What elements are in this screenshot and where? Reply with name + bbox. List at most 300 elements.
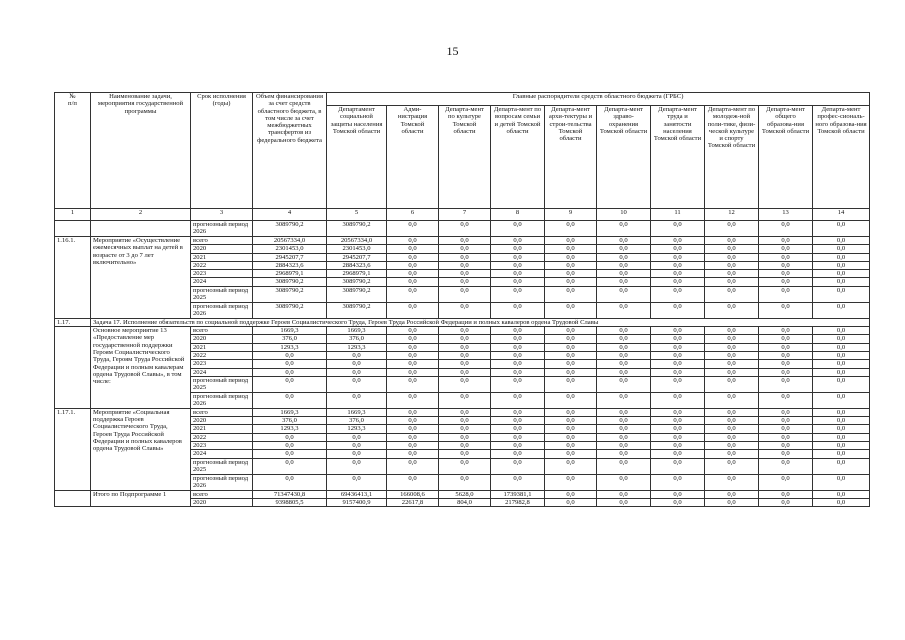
value-cell: 0,0 (387, 327, 439, 335)
value-cell: 0,0 (759, 498, 813, 506)
value-cell: 0,0 (651, 278, 705, 286)
value-cell: 0,0 (813, 450, 870, 458)
value-cell: 0,0 (439, 343, 491, 351)
period-cell: 2022 (191, 261, 253, 269)
value-cell: 0,0 (705, 433, 759, 441)
period-cell: всего (191, 408, 253, 416)
value-cell: 0,0 (491, 450, 545, 458)
value-cell: 3089790,2 (253, 286, 327, 302)
column-number-10: 10 (597, 209, 651, 221)
value-cell: 2301453,0 (253, 245, 327, 253)
value-cell: 1669,3 (253, 327, 327, 335)
value-cell: 0,0 (327, 450, 387, 458)
header-no: № п/п (55, 93, 91, 209)
value-cell: 0,0 (545, 261, 597, 269)
value-cell: 1669,3 (253, 408, 327, 416)
value-cell: 0,0 (545, 245, 597, 253)
value-cell: 0,0 (759, 327, 813, 335)
value-cell: 0,0 (759, 343, 813, 351)
value-cell: 0,0 (759, 417, 813, 425)
header-grbs-8: Департа-мент по молодеж-ной поли-тике, физи-ческой культуре и спорту Томской области (705, 106, 759, 209)
value-cell: 0,0 (439, 253, 491, 261)
value-cell: 0,0 (491, 417, 545, 425)
value-cell: 0,0 (813, 433, 870, 441)
value-cell: 0,0 (597, 442, 651, 450)
value-cell: 0,0 (491, 376, 545, 392)
value-cell: 0,0 (387, 335, 439, 343)
value-cell: 0,0 (705, 327, 759, 335)
block-1-16-1-no: 1.16.1. (55, 237, 91, 319)
period-cell: 2023 (191, 360, 253, 368)
value-cell: 0,0 (813, 253, 870, 261)
value-cell: 0,0 (705, 450, 759, 458)
column-number-7: 7 (439, 209, 491, 221)
value-cell: 0,0 (651, 433, 705, 441)
value-cell: 0,0 (813, 261, 870, 269)
value-cell: 0,0 (759, 245, 813, 253)
period-cell: 2024 (191, 450, 253, 458)
value-cell: 0,0 (387, 278, 439, 286)
value-cell: 0,0 (813, 221, 870, 237)
value-cell: 0,0 (439, 360, 491, 368)
value-cell: 376,0 (327, 335, 387, 343)
value-cell: 0,0 (651, 408, 705, 416)
value-cell: 0,0 (651, 368, 705, 376)
column-number-13: 13 (759, 209, 813, 221)
value-cell: 0,0 (491, 433, 545, 441)
value-cell: 5628,0 (439, 490, 491, 498)
value-cell: 804,0 (439, 498, 491, 506)
value-cell: 0,0 (597, 335, 651, 343)
value-cell: 0,0 (387, 245, 439, 253)
value-cell: 0,0 (545, 425, 597, 433)
value-cell: 0,0 (651, 458, 705, 474)
block-total-name: Итого по Подпрограмме 1 (91, 490, 191, 507)
value-cell: 0,0 (439, 408, 491, 416)
value-cell: 0,0 (491, 261, 545, 269)
column-number-6: 6 (387, 209, 439, 221)
value-cell: 0,0 (813, 368, 870, 376)
value-cell: 0,0 (439, 392, 491, 408)
block-1-16-1-name: Мероприятие «Осуществление ежемесячных выплат на детей в возрасте от 3 до 7 лет включительно» (91, 237, 191, 319)
value-cell: 0,0 (759, 302, 813, 318)
value-cell: 9157400,9 (327, 498, 387, 506)
value-cell: 0,0 (705, 368, 759, 376)
value-cell: 0,0 (545, 237, 597, 245)
value-cell: 0,0 (545, 498, 597, 506)
value-cell: 1293,3 (327, 343, 387, 351)
period-cell: 2024 (191, 278, 253, 286)
value-cell: 0,0 (491, 458, 545, 474)
value-cell: 0,0 (545, 335, 597, 343)
value-cell: 0,0 (705, 351, 759, 359)
value-cell: 0,0 (387, 425, 439, 433)
table-row (55, 221, 870, 237)
block-total-no (55, 490, 91, 507)
value-cell: 0,0 (545, 474, 597, 490)
value-cell: 0,0 (813, 490, 870, 498)
value-cell: 0,0 (597, 253, 651, 261)
block-1-17-1-name: Мероприятие «Социальная поддержка Героев Социалистического Труда, Героев Труда Российской Федерации и полных кавалеров ордена Трудовой Славы» (91, 408, 191, 490)
column-numbers-row (55, 209, 870, 221)
value-cell: 0,0 (597, 286, 651, 302)
value-cell: 0,0 (327, 392, 387, 408)
value-cell: 0,0 (597, 261, 651, 269)
value-cell: 0,0 (491, 360, 545, 368)
value-cell: 0,0 (387, 433, 439, 441)
header-grbs-5: Департа-мент архи-тектуры и строи-тельства Томской области (545, 106, 597, 209)
value-cell: 0,0 (759, 351, 813, 359)
value-cell: 3089790,2 (327, 302, 387, 318)
value-cell: 0,0 (545, 450, 597, 458)
header-grbs: Главные распорядители средств областного бюджета (ГРБС) (327, 93, 870, 106)
value-cell: 0,0 (759, 261, 813, 269)
column-number-3: 3 (191, 209, 253, 221)
value-cell: 0,0 (491, 392, 545, 408)
value-cell: 0,0 (491, 368, 545, 376)
column-number-11: 11 (651, 209, 705, 221)
value-cell: 0,0 (597, 458, 651, 474)
period-cell: 2021 (191, 425, 253, 433)
value-cell: 3089790,2 (253, 302, 327, 318)
value-cell: 0,0 (491, 245, 545, 253)
column-number-1: 1 (55, 209, 91, 221)
column-number-4: 4 (253, 209, 327, 221)
value-cell: 0,0 (705, 261, 759, 269)
value-cell: 0,0 (439, 450, 491, 458)
value-cell: 0,0 (813, 376, 870, 392)
value-cell: 0,0 (651, 490, 705, 498)
value-cell: 0,0 (387, 237, 439, 245)
name-cell (91, 221, 191, 237)
value-cell: 0,0 (597, 433, 651, 441)
value-cell: 0,0 (705, 360, 759, 368)
header-name: Наименование задачи, мероприятия государственной программы (91, 93, 191, 209)
value-cell: 0,0 (491, 442, 545, 450)
column-number-14: 14 (813, 209, 870, 221)
period-cell: прогнозный период 2025 (191, 286, 253, 302)
value-cell: 0,0 (491, 302, 545, 318)
value-cell: 0,0 (813, 458, 870, 474)
value-cell: 0,0 (651, 360, 705, 368)
value-cell: 0,0 (759, 425, 813, 433)
value-cell: 0,0 (387, 261, 439, 269)
period-cell: 2024 (191, 368, 253, 376)
value-cell: 0,0 (387, 351, 439, 359)
value-cell: 0,0 (759, 433, 813, 441)
value-cell: 0,0 (597, 376, 651, 392)
value-cell: 0,0 (759, 376, 813, 392)
value-cell: 69436413,1 (327, 490, 387, 498)
value-cell: 0,0 (597, 392, 651, 408)
value-cell: 0,0 (597, 237, 651, 245)
value-cell: 0,0 (651, 351, 705, 359)
value-cell: 0,0 (439, 417, 491, 425)
period-cell: всего (191, 327, 253, 335)
value-cell: 22617,8 (387, 498, 439, 506)
value-cell: 0,0 (705, 442, 759, 450)
value-cell: 0,0 (813, 237, 870, 245)
value-cell: 0,0 (253, 450, 327, 458)
period-cell: всего (191, 490, 253, 498)
value-cell: 0,0 (597, 270, 651, 278)
value-cell: 0,0 (651, 327, 705, 335)
value-cell: 2884323,6 (253, 261, 327, 269)
value-cell: 0,0 (545, 286, 597, 302)
value-cell: 0,0 (439, 245, 491, 253)
value-cell: 0,0 (327, 368, 387, 376)
value-cell: 0,0 (387, 450, 439, 458)
value-cell: 0,0 (545, 490, 597, 498)
value-cell: 0,0 (387, 474, 439, 490)
value-cell: 0,0 (759, 221, 813, 237)
value-cell: 0,0 (439, 261, 491, 269)
value-cell: 0,0 (705, 376, 759, 392)
value-cell: 0,0 (387, 253, 439, 261)
value-cell: 0,0 (813, 360, 870, 368)
value-cell: 0,0 (545, 408, 597, 416)
value-cell: 0,0 (597, 368, 651, 376)
value-cell: 0,0 (545, 392, 597, 408)
value-cell: 0,0 (253, 351, 327, 359)
value-cell: 0,0 (387, 221, 439, 237)
value-cell: 0,0 (253, 376, 327, 392)
value-cell: 0,0 (545, 302, 597, 318)
value-cell: 0,0 (651, 498, 705, 506)
value-cell: 0,0 (597, 360, 651, 368)
value-cell: 0,0 (491, 351, 545, 359)
period-cell: 2020 (191, 417, 253, 425)
value-cell: 0,0 (545, 368, 597, 376)
value-cell: 2968979,1 (327, 270, 387, 278)
value-cell: 0,0 (439, 302, 491, 318)
value-cell: 0,0 (545, 351, 597, 359)
block-main-13-no (55, 327, 91, 409)
table-row (55, 490, 870, 498)
value-cell: 0,0 (597, 450, 651, 458)
value-cell: 1739381,1 (491, 490, 545, 498)
value-cell: 0,0 (439, 335, 491, 343)
value-cell: 0,0 (705, 270, 759, 278)
value-cell: 2301453,0 (327, 245, 387, 253)
no-cell (55, 221, 91, 237)
value-cell: 1669,3 (327, 408, 387, 416)
value-cell: 0,0 (705, 237, 759, 245)
value-cell: 0,0 (705, 286, 759, 302)
period-cell: прогнозный период 2025 (191, 376, 253, 392)
value-cell: 0,0 (439, 327, 491, 335)
value-cell: 0,0 (439, 433, 491, 441)
value-cell: 0,0 (545, 270, 597, 278)
value-cell: 0,0 (813, 498, 870, 506)
value-cell: 0,0 (327, 360, 387, 368)
task-17-no: 1.17. (55, 318, 91, 326)
value-cell: 0,0 (253, 368, 327, 376)
value-cell: 0,0 (759, 368, 813, 376)
value-cell: 1293,3 (253, 425, 327, 433)
value-cell: 0,0 (597, 474, 651, 490)
value-cell: 0,0 (651, 286, 705, 302)
value-cell: 0,0 (813, 270, 870, 278)
value-cell: 0,0 (705, 425, 759, 433)
value-cell: 0,0 (327, 474, 387, 490)
value-cell: 0,0 (491, 270, 545, 278)
value-cell: 376,0 (253, 335, 327, 343)
value-cell: 0,0 (597, 490, 651, 498)
value-cell: 376,0 (327, 417, 387, 425)
value-cell: 0,0 (387, 302, 439, 318)
period-cell: 2023 (191, 442, 253, 450)
value-cell: 0,0 (813, 425, 870, 433)
value-cell: 0,0 (813, 245, 870, 253)
value-cell: 0,0 (705, 392, 759, 408)
block-1-17-1-no: 1.17.1. (55, 408, 91, 490)
header-grbs-10: Департа-мент профес-сиональ-ного образова-ния Томской области (813, 106, 870, 209)
value-cell: 0,0 (439, 221, 491, 237)
header-row-1 (55, 93, 870, 106)
page-number: 15 (446, 44, 459, 58)
value-cell: 0,0 (705, 417, 759, 425)
value-cell: 0,0 (597, 221, 651, 237)
value-cell: 0,0 (327, 351, 387, 359)
header-grbs-7: Департа-мент труда и занятости населения Томской области (651, 106, 705, 209)
period-cell: прогнозный период 2026 (191, 474, 253, 490)
value-cell: 0,0 (491, 474, 545, 490)
value-cell: 0,0 (813, 351, 870, 359)
value-cell: 0,0 (759, 360, 813, 368)
value-cell: 0,0 (387, 417, 439, 425)
value-cell: 0,0 (491, 343, 545, 351)
header-grbs-1: Департамент социальной защиты населения Томской области (327, 106, 387, 209)
value-cell: 0,0 (387, 458, 439, 474)
value-cell: 0,0 (253, 360, 327, 368)
value-cell: 0,0 (491, 286, 545, 302)
value-cell: 2884323,6 (327, 261, 387, 269)
period-cell: 2020 (191, 245, 253, 253)
value-cell: 0,0 (705, 458, 759, 474)
value-cell: 0,0 (813, 278, 870, 286)
value-cell: 0,0 (327, 458, 387, 474)
value-cell: 0,0 (491, 237, 545, 245)
value-cell: 0,0 (651, 237, 705, 245)
value-cell: 0,0 (759, 253, 813, 261)
value-cell: 0,0 (597, 408, 651, 416)
value-cell: 0,0 (651, 392, 705, 408)
value-cell: 0,0 (439, 442, 491, 450)
value-cell: 0,0 (597, 245, 651, 253)
value-cell: 0,0 (651, 302, 705, 318)
value-cell: 0,0 (651, 335, 705, 343)
value-cell: 3089790,2 (327, 286, 387, 302)
value-cell: 0,0 (545, 360, 597, 368)
value-cell: 1669,3 (327, 327, 387, 335)
value-cell: 0,0 (759, 490, 813, 498)
value-cell: 0,0 (813, 417, 870, 425)
value-cell: 0,0 (439, 237, 491, 245)
value-cell: 0,0 (813, 474, 870, 490)
period-cell: 2020 (191, 498, 253, 506)
value-cell: 0,0 (439, 474, 491, 490)
value-cell: 0,0 (387, 368, 439, 376)
value-cell: 0,0 (759, 335, 813, 343)
value-cell: 9398805,5 (253, 498, 327, 506)
value-cell: 0,0 (597, 302, 651, 318)
value-cell: 0,0 (651, 417, 705, 425)
value-cell: 0,0 (651, 450, 705, 458)
value-cell: 0,0 (439, 278, 491, 286)
period-cell: 2021 (191, 253, 253, 261)
value-cell: 0,0 (705, 221, 759, 237)
column-number-8: 8 (491, 209, 545, 221)
period-cell: 2022 (191, 351, 253, 359)
value-cell: 0,0 (439, 286, 491, 302)
value-cell: 0,0 (439, 368, 491, 376)
period-cell: прогнозный период 2026 (191, 221, 253, 237)
value-cell: 0,0 (813, 335, 870, 343)
value-cell: 0,0 (545, 458, 597, 474)
column-number-2: 2 (91, 209, 191, 221)
value-cell: 0,0 (651, 376, 705, 392)
value-cell: 0,0 (759, 408, 813, 416)
value-cell: 0,0 (759, 270, 813, 278)
value-cell: 0,0 (439, 458, 491, 474)
value-cell: 0,0 (651, 253, 705, 261)
header-grbs-6: Департа-мент здраво-охранения Томской области (597, 106, 651, 209)
value-cell: 0,0 (439, 425, 491, 433)
value-cell: 0,0 (813, 442, 870, 450)
column-number-9: 9 (545, 209, 597, 221)
value-cell: 0,0 (597, 417, 651, 425)
value-cell: 0,0 (327, 433, 387, 441)
value-cell: 0,0 (759, 458, 813, 474)
value-cell: 0,0 (597, 498, 651, 506)
value-cell: 0,0 (387, 408, 439, 416)
task-row (55, 318, 870, 326)
value-cell: 0,0 (759, 442, 813, 450)
period-cell: 2023 (191, 270, 253, 278)
value-cell: 0,0 (651, 343, 705, 351)
value-cell: 71347430,8 (253, 490, 327, 498)
value-cell: 20567334,0 (327, 237, 387, 245)
value-cell: 0,0 (705, 408, 759, 416)
value-cell: 0,0 (387, 392, 439, 408)
value-cell: 0,0 (387, 343, 439, 351)
value-cell: 0,0 (545, 253, 597, 261)
value-cell: 0,0 (491, 327, 545, 335)
value-cell: 0,0 (387, 376, 439, 392)
value-cell: 2945207,7 (253, 253, 327, 261)
value-cell: 0,0 (813, 302, 870, 318)
header-grbs-4: Департа-мент по вопросам семьи и детей Томской области (491, 106, 545, 209)
value-cell: 0,0 (759, 237, 813, 245)
value-cell: 376,0 (253, 417, 327, 425)
value-cell: 0,0 (491, 278, 545, 286)
period-cell: прогнозный период 2025 (191, 458, 253, 474)
value-cell: 0,0 (597, 425, 651, 433)
value-cell: 0,0 (545, 278, 597, 286)
value-cell: 0,0 (651, 221, 705, 237)
value-cell: 0,0 (759, 474, 813, 490)
value-cell: 0,0 (439, 351, 491, 359)
value-cell: 0,0 (597, 343, 651, 351)
value-cell: 0,0 (545, 327, 597, 335)
value-cell: 0,0 (387, 270, 439, 278)
value-cell: 0,0 (813, 343, 870, 351)
value-cell: 0,0 (705, 253, 759, 261)
value-cell: 0,0 (491, 335, 545, 343)
value-cell: 20567334,0 (253, 237, 327, 245)
value-cell: 0,0 (813, 408, 870, 416)
